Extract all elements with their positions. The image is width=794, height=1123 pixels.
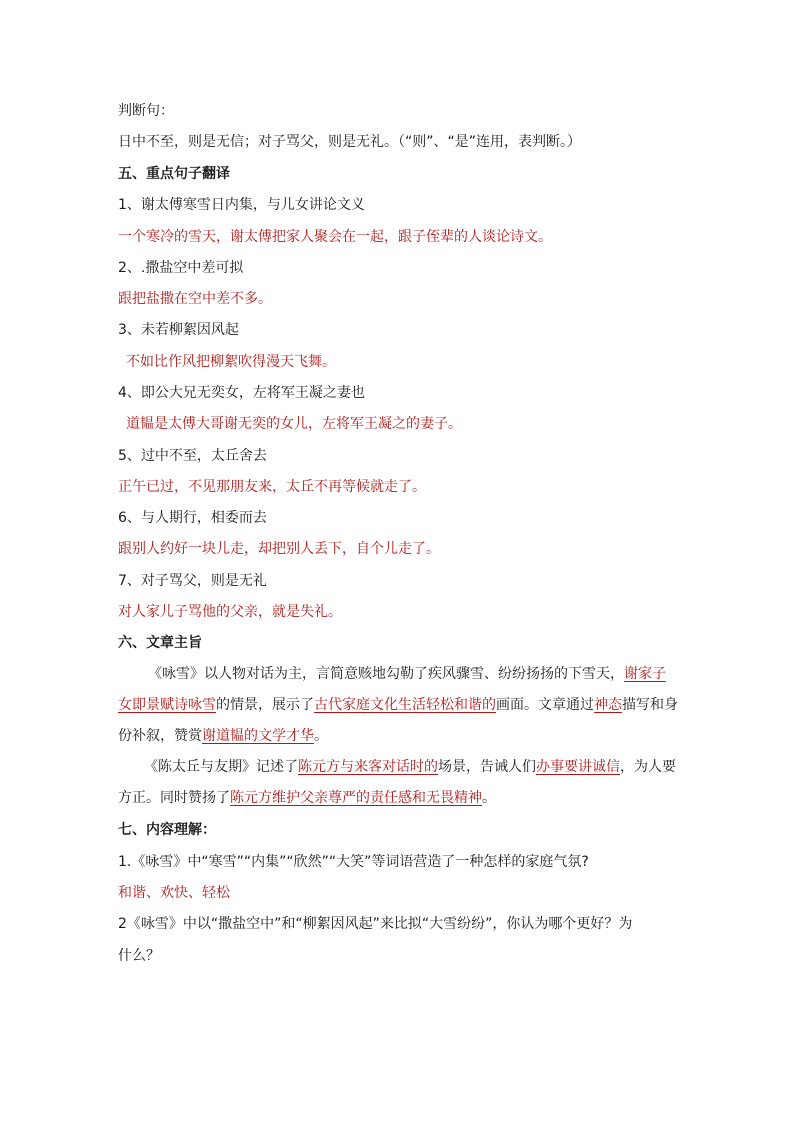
theme1-underline-3: 古代家庭文化生活轻松和谐的	[314, 697, 496, 713]
translation-3: 不如比作风把柳絮吹得漫天飞舞。	[126, 354, 336, 370]
theme2-text-3: ，为人要	[620, 759, 676, 775]
theme2-text-2: 场景，告诫人们	[438, 759, 536, 775]
judgement-sentence-label: 判断句：	[118, 103, 174, 119]
theme2-underline-2: 办事要讲诚信	[536, 759, 620, 775]
theme-paragraph-2	[118, 752, 684, 814]
translation-4: 道韫是太傅大哥谢无奕的女儿，左将军王凝之的妻子。	[126, 416, 462, 432]
section-six-heading: 六、文章主旨	[118, 635, 202, 651]
theme1-text-6: 。	[314, 728, 328, 744]
sentence-4: 4、即公大兄无奕女，左将军王凝之妻也	[118, 385, 365, 401]
theme2-text-4: 方正。同时赞扬了	[118, 790, 230, 806]
question-2-line-1: 2《咏雪》中以“撒盐空中”和“柳絮因风起”来比拟“大雪纷纷”，你认为哪个更好？为	[118, 916, 633, 932]
theme2-text-5: 。	[482, 790, 496, 806]
judgement-sentence-example: 日中不至，则是无信；对子骂父，则是无礼。（“则”、“是”连用，表判断。）	[118, 134, 582, 150]
translation-5: 正午已过，不见那朋友来，太丘不再等候就走了。	[118, 479, 426, 495]
theme1-text-1: 《咏雪》以人物对话为主，言简意赅地勾勒了疾风骤雪、纷纷扬扬的下雪天，	[148, 666, 624, 682]
sentence-6: 6、与人期行，相委而去	[118, 510, 267, 526]
theme1-underline-2: 女即景赋诗咏雪	[118, 697, 216, 713]
theme1-text-4: 描写和身	[622, 697, 678, 713]
theme2-underline-3: 陈元方维护父亲尊严的责任感和无畏精神	[230, 790, 482, 806]
question-1: 1.《咏雪》中“寒雪”“内集”“欣然”“大笑”等词语营造了一种怎样的家庭气氛?	[118, 854, 589, 870]
answer-1: 和谐、欢快、轻松	[118, 885, 230, 901]
theme1-text-3: 画面。文章通过	[496, 697, 594, 713]
theme1-text-2: 的情景，展示了	[216, 697, 314, 713]
translation-2: 跟把盐撒在空中差不多。	[118, 291, 272, 307]
theme1-text-5: 份补叙，赞赏	[118, 728, 202, 744]
sentence-7: 7、对子骂父，则是无礼	[118, 573, 267, 589]
translation-1: 一个寒冷的雪天，谢太傅把家人聚会在一起，跟子侄辈的人谈论诗文。	[118, 229, 552, 245]
theme-paragraph-1	[118, 659, 684, 752]
sentence-5: 5、过中不至，太丘舍去	[118, 448, 267, 464]
sentence-1: 1、谢太傅寒雪日内集，与儿女讲论文义	[118, 197, 365, 213]
sentence-3: 3、未若柳絮因风起	[118, 322, 239, 338]
section-five-heading: 五、重点句子翻译	[118, 166, 230, 182]
translation-6: 跟别人约好一块儿走，却把别人丢下，自个儿走了。	[118, 541, 440, 557]
theme2-text-1: 《陈太丘与友期》记述了	[144, 759, 298, 775]
translation-7: 对人家儿子骂他的父亲，就是失礼。	[118, 604, 342, 620]
theme2-underline-1: 陈元方与来客对话时的	[298, 759, 438, 775]
theme1-underline-1: 谢家子	[624, 666, 666, 682]
section-seven-heading: 七、内容理解：	[118, 822, 216, 838]
theme1-underline-5: 谢道韫的文学才华	[202, 728, 314, 744]
question-2-line-2: 什么？	[118, 948, 160, 964]
theme1-underline-4: 神态	[594, 697, 622, 713]
sentence-2: 2、.撒盐空中差可拟	[118, 260, 244, 276]
